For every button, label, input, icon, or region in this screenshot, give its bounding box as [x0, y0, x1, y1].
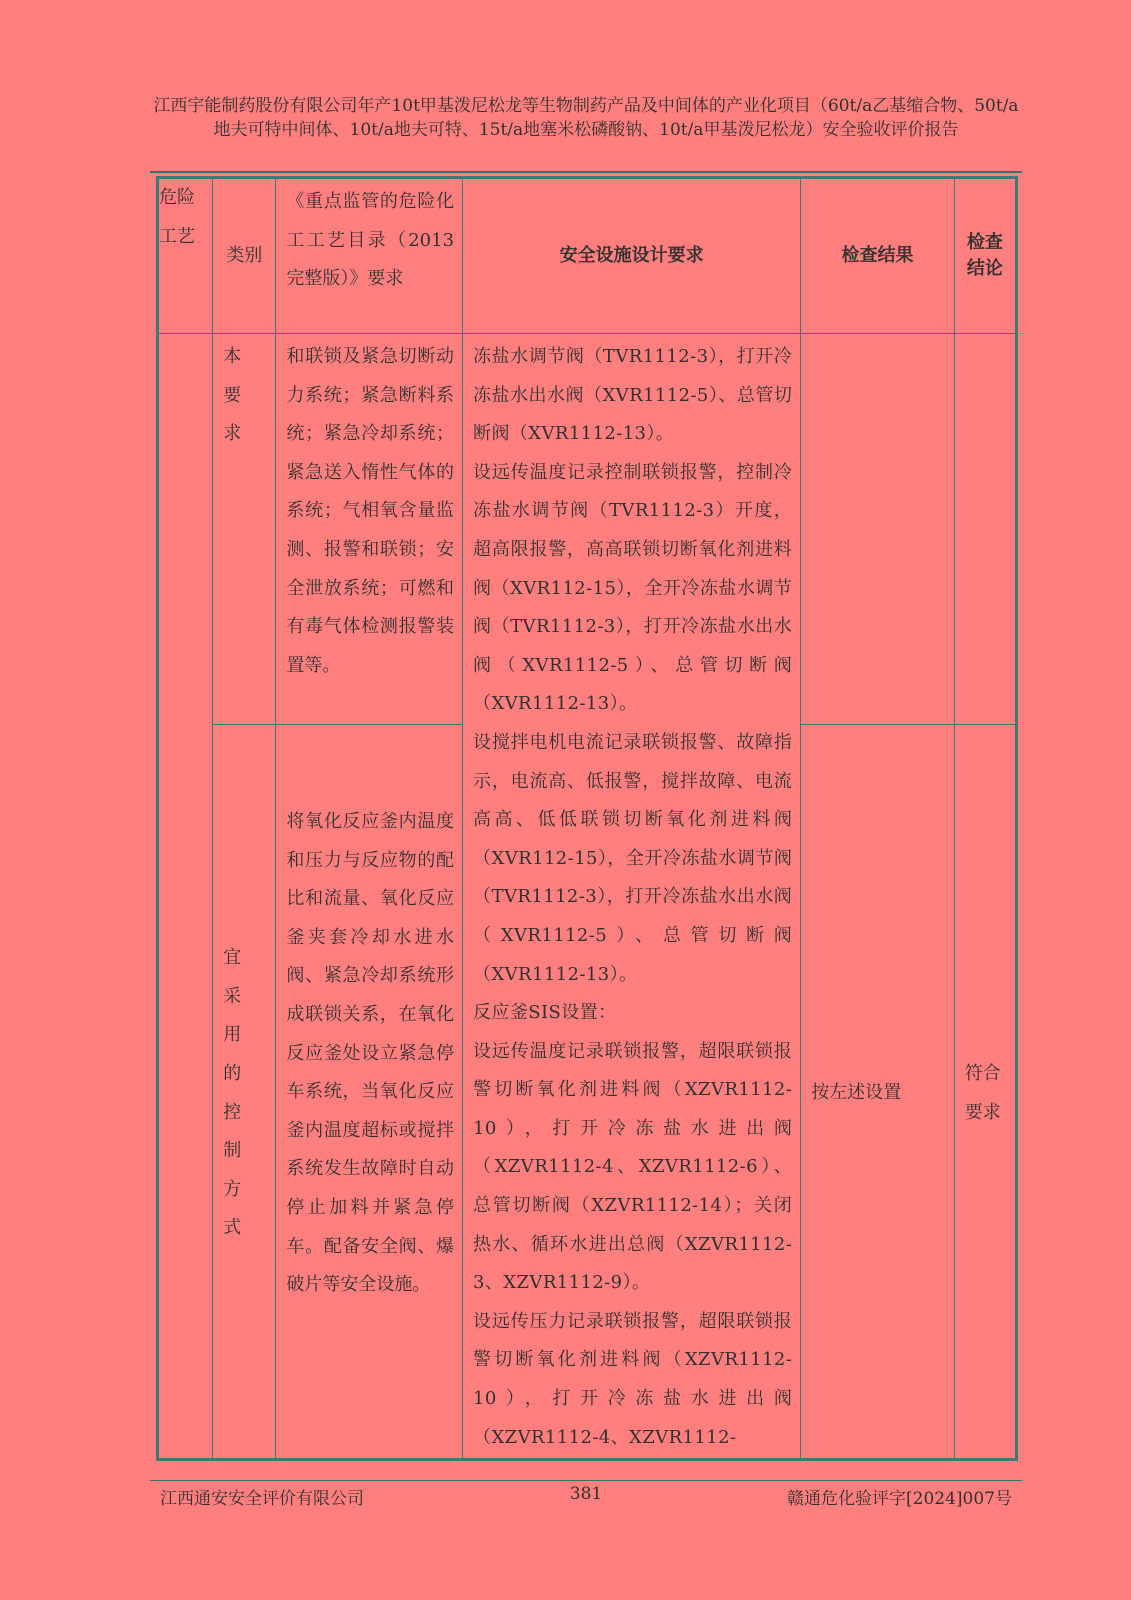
- design-paragraph: 反应釜SIS设置：: [473, 1002, 617, 1024]
- table-row: [158, 334, 1017, 725]
- footer-rule: [150, 1480, 1022, 1481]
- header-category: 类别: [213, 178, 276, 334]
- row1-conclusion: [954, 334, 1016, 725]
- footer-doc-number: 赣通危化验评字[2024]007号: [787, 1489, 1012, 1509]
- row2-category: 宜采用的控制方式: [213, 725, 276, 1460]
- design-paragraph: 设远传压力记录联锁报警，超限联锁报警切断氧化剂进料阀（XZVR1112-10），打开冷冻盐水进出阀（XZVR1112-4、XZVR1112-: [473, 1310, 793, 1448]
- header-check-conclusion: 检查结论: [954, 178, 1016, 334]
- design-paragraph: 设远传温度记录联锁报警，超限联锁报警切断氧化剂进料阀（XZVR1112-10），打开冷冻盐水进出阀（XZVR1112-4、XZVR1112-6）、总管切断阀（XZVR1112-14）；关闭热水、循环水进出总阀（XZVR1112-3、XZVR1112-9）。: [473, 1040, 793, 1294]
- table-header-row: [158, 178, 1017, 334]
- design-paragraph: 设远传温度记录控制联锁报警，控制冷冻盐水调节阀（TVR1112-3）开度，超高限报警，高高联锁切断氧化剂进料阀（XVR112-15），全开冷冻盐水调节阀（TVR1112-3），打开冷冻盐水出水阀（XVR1112-5）、总管切断阀（XVR1112-13）。: [473, 461, 793, 715]
- row1-result: [801, 334, 955, 725]
- row2-check-conclusion: 符合要求: [954, 725, 1016, 1460]
- design-paragraph: 设搅拌电机电流记录联锁报警、故障指示，电流高、低报警，搅拌故障、电流高高、低低联锁切断氧化剂进料阀（XVR112-15），全开冷冻盐水调节阀（TVR1112-3），打开冷冻盐水出水阀（XVR1112-5）、总管切断阀（XVR1112-13）。: [473, 731, 793, 985]
- header-process: 危险工艺: [158, 178, 213, 334]
- row2-catalog-requirement: 将氧化反应釜内温度和压力与反应物的配比和流量、氧化反应釜夹套冷却水进水阀、紧急冷却系统形成联锁关系，在氧化反应釜处设立紧急停车系统，当氧化反应釜内温度超标或搅拌系统发生故障时自动停止加料并紧急停车。配备安全阀、爆破片等安全设施。: [276, 725, 463, 1460]
- header-design-requirement: 安全设施设计要求: [463, 178, 801, 334]
- process-cell: [158, 334, 213, 1460]
- page-footer: [160, 1484, 1012, 1510]
- design-paragraph: 冻盐水调节阀（TVR1112-3），打开冷冻盐水出水阀（XVR1112-5）、总管切断阀（XVR1112-13）。: [473, 346, 793, 445]
- header-catalog-requirement: 《重点监管的危险化工工艺目录（2013完整版）》要求: [276, 178, 463, 334]
- report-header: 江西宇能制药股份有限公司年产10t甲基泼尼松龙等生物制药产品及中间体的产业化项目（60t/a乙基缩合物、50t/a地夫可特中间体、10t/a地夫可特、15t/a地塞米松磷酸钠、10t/a甲基泼尼松龙）安全验收评价报告: [153, 96, 1019, 140]
- footer-page-number: 381: [569, 1484, 603, 1504]
- row1-catalog-requirement: 和联锁及紧急切断动力系统；紧急断料系统；紧急冷却系统；紧急送入惰性气体的系统；气相氧含量监测、报警和联锁；安全泄放系统；可燃和有毒气体检测报警装置等。: [276, 334, 463, 725]
- header-check-result: 检查结果: [801, 178, 955, 334]
- safety-check-table: [156, 176, 1018, 1461]
- footer-company: 江西通安安全评价有限公司: [160, 1489, 364, 1509]
- header-rule: [150, 171, 1022, 173]
- row2-check-result: 按左述设置: [801, 725, 955, 1460]
- design-requirement-cell: [463, 334, 801, 1460]
- row1-category: 本要求: [213, 334, 276, 725]
